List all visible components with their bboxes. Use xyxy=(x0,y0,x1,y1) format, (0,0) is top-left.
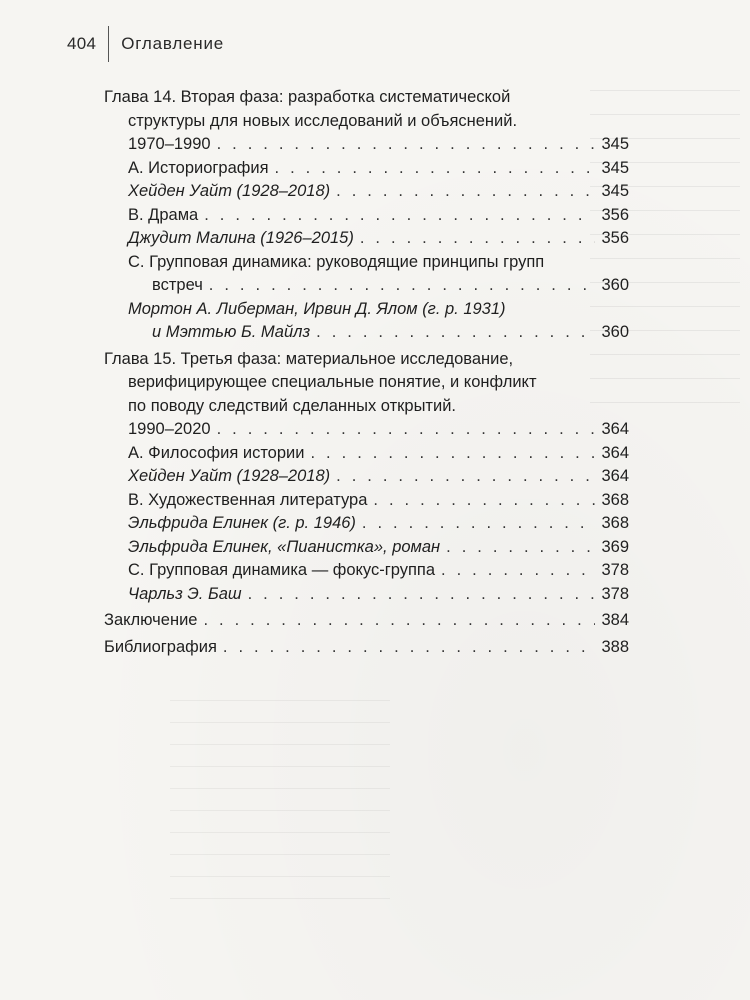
entry-label: Чарльз Э. Баш xyxy=(128,584,242,603)
entry-page: 364 xyxy=(601,443,629,462)
entry-label: Эльфрида Елинек (г. р. 1946) xyxy=(128,514,356,532)
toc-row[interactable] xyxy=(104,583,629,607)
conclusion-label: Заключение xyxy=(104,611,198,629)
show-through-texture-lower xyxy=(170,700,390,920)
dot-leader xyxy=(204,204,595,227)
chapter-14-title-line-3: 1970–1990 xyxy=(128,135,211,153)
toc-row[interactable] xyxy=(104,442,629,466)
toc-row[interactable] xyxy=(104,489,629,513)
dot-leader xyxy=(446,536,595,559)
group-dynamics-line-1: С. Групповая динамика: руководящие принципы групп xyxy=(128,252,545,271)
entry-page: 364 xyxy=(601,467,629,485)
toc-chapter-14 xyxy=(104,86,629,345)
toc-row[interactable] xyxy=(104,204,629,228)
conclusion-page: 384 xyxy=(601,611,629,629)
entry-page: 356 xyxy=(601,205,629,224)
entry-label: Хейден Уайт (1928–2018) xyxy=(128,182,331,200)
entry-label: Хейден Уайт (1928–2018) xyxy=(128,467,331,485)
dot-leader xyxy=(248,583,595,606)
toc-row[interactable] xyxy=(104,133,629,157)
toc-row[interactable] xyxy=(104,321,629,345)
toc-row[interactable] xyxy=(104,157,629,181)
dot-leader xyxy=(360,227,595,250)
entry-page: 360 xyxy=(601,276,629,294)
dot-leader xyxy=(316,321,595,344)
chapter-15-title-line-2: верифицирующее специальные понятие, и конфликт xyxy=(128,373,537,391)
toc-row[interactable] xyxy=(104,227,629,251)
chapter-15-page: 364 xyxy=(601,420,629,438)
entry-label: А. Историография xyxy=(128,158,269,177)
entry-label: Эльфрида Елинек, «Пианистка», роман xyxy=(128,537,441,556)
entry-page: 345 xyxy=(601,158,629,177)
chapter-15-title-line-3: по поводу следствий сделанных открытий. xyxy=(128,396,457,415)
chapter-title-line xyxy=(104,348,629,372)
table-of-contents xyxy=(104,86,629,659)
running-header xyxy=(67,26,224,62)
chapter-15-title-line-4: 1990–2020 xyxy=(128,420,211,438)
dot-leader xyxy=(310,442,595,465)
dot-leader xyxy=(209,274,595,297)
page-number: 404 xyxy=(67,34,97,53)
bibliography-label: Библиография xyxy=(104,637,217,656)
authors-line-1: Мортон А. Либерман, Ирвин Д. Ялом (г. р. 1931) xyxy=(128,299,506,318)
chapter-15-title-line-1: Глава 15. Третья фаза: материальное исследование, xyxy=(104,349,514,368)
chapter-14-title-line-1: Глава 14. Вторая фаза: разработка систематической xyxy=(104,88,511,106)
entry-page: 345 xyxy=(601,182,629,200)
entry-page: 378 xyxy=(601,584,629,603)
entry-page: 369 xyxy=(601,537,629,556)
header-divider xyxy=(108,26,109,62)
group-dynamics-line-2: встреч xyxy=(152,276,203,294)
chapter-title-line xyxy=(104,86,629,110)
entry-label: Джудит Малина (1926–2015) xyxy=(128,229,354,247)
dot-leader xyxy=(217,133,595,156)
dot-leader xyxy=(373,489,595,512)
entry-page: 368 xyxy=(601,490,629,509)
entry-label: В. Драма xyxy=(128,205,199,224)
chapter-14-title-line-2: структуры для новых исследований и объяснений. xyxy=(128,111,518,130)
entry-page: 378 xyxy=(601,561,629,579)
toc-row[interactable] xyxy=(104,274,629,298)
dot-leader xyxy=(217,418,595,441)
toc-row[interactable] xyxy=(104,512,629,536)
dot-leader xyxy=(223,636,595,659)
dot-leader xyxy=(336,465,595,488)
toc-row[interactable] xyxy=(104,609,629,633)
entry-page: 356 xyxy=(601,229,629,247)
toc-row[interactable] xyxy=(104,636,629,660)
entry-label: С. Групповая динамика — фокус-группа xyxy=(128,561,436,579)
entry-label: А. Философия истории xyxy=(128,443,305,462)
toc-row[interactable] xyxy=(104,559,629,583)
entry-page: 360 xyxy=(601,323,629,341)
toc-row[interactable] xyxy=(104,180,629,204)
toc-chapter-15 xyxy=(104,348,629,607)
toc-row[interactable] xyxy=(104,418,629,442)
dot-leader xyxy=(362,512,595,535)
dot-leader xyxy=(336,180,595,203)
toc-row[interactable] xyxy=(104,536,629,560)
toc-row[interactable] xyxy=(104,465,629,489)
dot-leader xyxy=(275,157,596,180)
entry-label: В. Художественная литература xyxy=(128,490,368,509)
running-title: Оглавление xyxy=(121,34,225,53)
chapter-14-page: 345 xyxy=(601,135,629,153)
bibliography-page: 388 xyxy=(601,637,629,656)
authors-line-2: и Мэттью Б. Майлз xyxy=(152,323,311,341)
dot-leader xyxy=(203,609,595,632)
dot-leader xyxy=(441,559,595,582)
entry-page: 368 xyxy=(601,514,629,532)
